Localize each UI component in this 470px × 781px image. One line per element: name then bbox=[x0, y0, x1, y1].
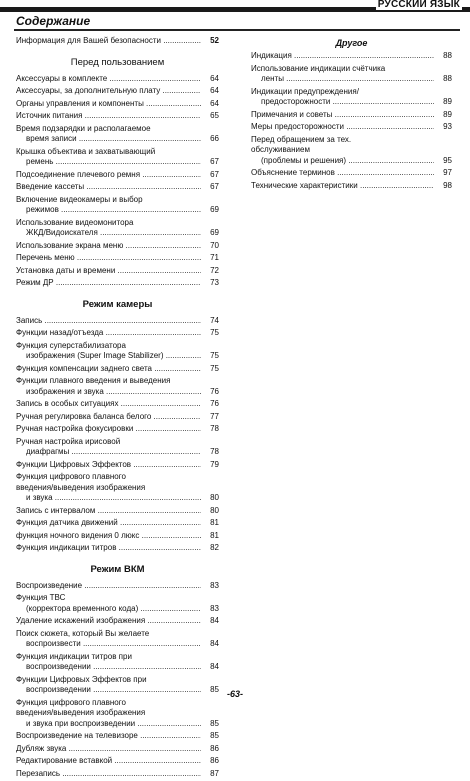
toc-entry-title: (проблемы и решения) ..... bbox=[261, 156, 434, 167]
toc-entry-line: Время подзарядки и располагаемое bbox=[16, 123, 151, 133]
toc-entry bbox=[16, 218, 219, 239]
toc-page-number: 64 bbox=[210, 73, 219, 83]
toc-entry bbox=[16, 437, 219, 458]
toc-entry-title: Подсоединение плечевого ремня ..... bbox=[16, 170, 201, 181]
toc-page-number: 84 bbox=[210, 616, 219, 625]
toc-entry bbox=[16, 531, 219, 542]
toc-page-number: 69 bbox=[210, 228, 219, 237]
toc-entry-row bbox=[16, 412, 219, 423]
toc-entry-title: режимов ..... bbox=[26, 205, 201, 216]
toc-entry-title: Аксессуары в комплекте ..... bbox=[16, 74, 201, 85]
toc-entry-title: время записи ..... bbox=[26, 134, 201, 145]
toc-entry-title: Введение кассеты ..... bbox=[16, 182, 201, 193]
toc-entry-line: Функции Цифровых Эффектов при bbox=[16, 674, 147, 684]
toc-entry bbox=[16, 111, 219, 122]
toc-entry-title: Аксессуары, за дополнительную плату ..... bbox=[16, 86, 201, 97]
toc-entry-line: введения/выведения изображения bbox=[16, 482, 146, 492]
toc-entry bbox=[251, 51, 452, 62]
toc-entry-row bbox=[16, 506, 219, 517]
toc-entry-title: Перечень меню ..... bbox=[16, 253, 201, 264]
toc-entry-title: предосторожности ..... bbox=[261, 97, 434, 108]
toc-entry-row bbox=[16, 157, 219, 168]
toc-entry-row bbox=[16, 399, 219, 410]
toc-entry bbox=[16, 241, 219, 252]
toc-entry-title: Дубляж звука ..... bbox=[16, 744, 201, 755]
toc-entry bbox=[16, 769, 219, 780]
toc-entry-row bbox=[16, 364, 219, 375]
toc-entry-row bbox=[16, 266, 219, 277]
toc-entry-row bbox=[16, 731, 219, 742]
toc-entry-row bbox=[16, 134, 219, 145]
toc-entry-row bbox=[16, 228, 219, 239]
toc-entry-title: ЖКД/Видоискателя ..... bbox=[26, 228, 201, 239]
toc-entry-title: Перезапись ..... bbox=[16, 769, 201, 780]
toc-entry-row bbox=[16, 111, 219, 122]
toc-entry bbox=[16, 518, 219, 529]
toc-entry-row bbox=[16, 581, 219, 592]
toc-entry bbox=[251, 135, 452, 167]
toc-entry-title: Функции Цифровых Эффектов ..... bbox=[16, 460, 201, 471]
toc-page-number: 67 bbox=[210, 182, 219, 191]
toc-page-number: 52 bbox=[210, 36, 219, 45]
toc-entry-title: Технические характеристики ..... bbox=[251, 181, 434, 192]
page-title: Содержание bbox=[16, 14, 91, 28]
toc-entry bbox=[16, 399, 219, 410]
toc-entry bbox=[251, 168, 452, 179]
toc-entry-title: воспроизвести ..... bbox=[26, 639, 201, 650]
toc-entry-row bbox=[16, 278, 219, 289]
toc-entry-row bbox=[16, 493, 219, 504]
section-heading: Перед пользованием bbox=[70, 56, 165, 68]
toc-entry-title: Меры предосторожности ..... bbox=[251, 122, 434, 133]
toc-entry-title: Индикация ..... bbox=[251, 51, 434, 62]
toc-entry-line: Функция индикации титров при bbox=[16, 651, 132, 661]
toc-entry bbox=[251, 181, 452, 192]
toc-left-column bbox=[16, 36, 219, 781]
toc-entry-title: Режим ДР ..... bbox=[16, 278, 201, 289]
section-heading: Другое bbox=[335, 38, 368, 48]
toc-entry-line: Включение видеокамеры и выбор bbox=[16, 194, 143, 204]
toc-entry-line: Поиск сюжета, который Вы желаете bbox=[16, 628, 150, 638]
toc-entry bbox=[16, 506, 219, 517]
toc-page-number: 81 bbox=[210, 518, 219, 527]
toc-entry bbox=[16, 99, 219, 110]
toc-page-number: 81 bbox=[210, 530, 219, 540]
toc-entry-row bbox=[16, 328, 219, 339]
toc-entry-title: Источник питания ..... bbox=[16, 111, 201, 122]
toc-entry-row bbox=[16, 351, 219, 362]
toc-entry-row bbox=[251, 168, 452, 179]
toc-entry-row bbox=[16, 99, 219, 110]
toc-page-number: 85 bbox=[210, 718, 219, 728]
toc-entry-title: Ручная настройка фокусировки ..... bbox=[16, 424, 201, 435]
toc-entry-line: Индикации предупреждения/ bbox=[251, 86, 359, 96]
toc-page-number: 78 bbox=[210, 447, 219, 456]
toc-entry bbox=[16, 328, 219, 339]
toc-entry bbox=[16, 376, 219, 397]
toc-entry-title: Запись ..... bbox=[16, 316, 201, 327]
toc-page-number: 88 bbox=[443, 74, 452, 83]
toc-entry bbox=[16, 543, 219, 554]
toc-entry bbox=[16, 195, 219, 216]
toc-entry-row bbox=[16, 662, 219, 673]
toc-page-number: 89 bbox=[443, 109, 452, 119]
toc-entry bbox=[16, 266, 219, 277]
toc-page-number: 73 bbox=[210, 278, 219, 287]
toc-entry bbox=[16, 182, 219, 193]
toc-entry-title: Функция компенсации заднего света ..... bbox=[16, 364, 201, 375]
toc-entry bbox=[251, 110, 452, 121]
toc-entry-line: введения/выведения изображения bbox=[16, 708, 146, 717]
toc-entry-row bbox=[16, 316, 219, 327]
toc-entry-title: Ручная регулировка баланса белого ..... bbox=[16, 412, 201, 423]
toc-entry-title: воспроизведении ..... bbox=[26, 662, 201, 673]
toc-entry-row bbox=[16, 769, 219, 780]
toc-entry-row bbox=[16, 74, 219, 85]
toc-right-column bbox=[251, 38, 452, 193]
toc-page-number: 83 bbox=[210, 603, 219, 613]
toc-page-number: 72 bbox=[210, 265, 219, 275]
toc-entry-row bbox=[251, 156, 452, 167]
toc-entry-title: Функция датчика движений ..... bbox=[16, 518, 201, 529]
toc-entry-line: Использование видеомонитора bbox=[16, 217, 134, 227]
toc-page-number: 75 bbox=[210, 351, 219, 360]
toc-entry-title: Воспроизведение на телевизоре ..... bbox=[16, 731, 201, 742]
toc-entry bbox=[16, 731, 219, 742]
toc-page-number: 76 bbox=[210, 386, 219, 396]
toc-entry-title: ремень ..... bbox=[26, 157, 201, 168]
toc-page-number: 82 bbox=[210, 543, 219, 552]
toc-entry-title: Воспроизведение ..... bbox=[16, 581, 201, 592]
toc-page-number: 64 bbox=[210, 98, 219, 108]
toc-entry-row bbox=[16, 543, 219, 554]
toc-entry bbox=[16, 472, 219, 504]
toc-page-number: 84 bbox=[210, 639, 219, 648]
toc-entry-row bbox=[16, 756, 219, 767]
toc-entry bbox=[16, 341, 219, 362]
toc-entry bbox=[16, 581, 219, 592]
toc-page-number: 70 bbox=[210, 240, 219, 250]
toc-entry-line: обслуживанием bbox=[251, 145, 310, 154]
toc-entry-title: диафрагмы ..... bbox=[26, 447, 201, 458]
toc-page-number: 67 bbox=[210, 169, 219, 179]
toc-entry bbox=[16, 364, 219, 375]
toc-entry bbox=[251, 122, 452, 133]
toc-entry-row bbox=[16, 744, 219, 755]
toc-entry-row bbox=[16, 604, 219, 615]
toc-page-number: 88 bbox=[443, 51, 452, 60]
toc-entry-row bbox=[16, 639, 219, 650]
toc-entry-title: Функции назад/отъезда ..... bbox=[16, 328, 201, 339]
toc-entry-title: Удаление искажений изображения ..... bbox=[16, 616, 201, 627]
toc-entry bbox=[251, 87, 452, 108]
page-number: -63- bbox=[226, 689, 243, 699]
toc-page-number: 71 bbox=[210, 253, 219, 262]
toc-entry-title: Органы управления и компоненты ..... bbox=[16, 99, 201, 110]
toc-entry-title: ленты ..... bbox=[261, 74, 434, 85]
toc-page-number: 67 bbox=[210, 157, 219, 166]
toc-entry-row bbox=[16, 424, 219, 435]
toc-page-number: 98 bbox=[443, 180, 452, 190]
toc-entry-title: изображения и звука ..... bbox=[26, 387, 201, 398]
toc-entry-row bbox=[16, 387, 219, 398]
toc-entry-row bbox=[16, 531, 219, 542]
toc-page-number: 93 bbox=[443, 122, 452, 131]
toc-page-number: 65 bbox=[210, 111, 219, 120]
toc-entry-line: Функции плавного введения и выведения bbox=[16, 376, 171, 385]
section-heading: Режим ВКМ bbox=[90, 563, 145, 575]
toc-entry-title: функция ночного видения 0 люкс ..... bbox=[16, 531, 201, 542]
toc-entry bbox=[16, 278, 219, 289]
toc-entry-row bbox=[251, 122, 452, 133]
toc-entry bbox=[16, 124, 219, 145]
toc-entry-line: Функция суперстабилизатора bbox=[16, 340, 126, 350]
toc-entry-row bbox=[251, 181, 452, 192]
toc-entry bbox=[16, 86, 219, 97]
toc-page-number: 87 bbox=[210, 768, 219, 778]
toc-page-number: 80 bbox=[210, 505, 219, 515]
toc-entry-row bbox=[16, 447, 219, 458]
toc-entry-title: Запись в особых ситуациях ..... bbox=[16, 399, 201, 410]
toc-entry-title: Информация для Вашей безопасности ..... bbox=[16, 36, 201, 47]
toc-page-number: 85 bbox=[210, 685, 219, 694]
toc-entry bbox=[16, 629, 219, 650]
toc-entry bbox=[16, 424, 219, 435]
toc-page-number: 97 bbox=[443, 168, 452, 177]
toc-entry-row bbox=[16, 719, 219, 730]
title-underline bbox=[14, 29, 460, 31]
toc-page-number: 78 bbox=[210, 424, 219, 433]
toc-entry bbox=[16, 593, 219, 614]
toc-entry bbox=[16, 460, 219, 471]
toc-entry-title: изображения (Super Image Stabilizer) ..... bbox=[26, 351, 201, 362]
toc-entry-row bbox=[16, 205, 219, 216]
toc-page-number: 66 bbox=[210, 134, 219, 143]
toc-entry-title: Использование экрана меню ..... bbox=[16, 241, 201, 252]
toc-page-number: 75 bbox=[210, 328, 219, 337]
toc-entry bbox=[16, 652, 219, 673]
toc-entry-title: Запись с интервалом ..... bbox=[16, 506, 201, 517]
toc-page-number: 86 bbox=[210, 743, 219, 753]
toc-page-number: 89 bbox=[443, 97, 452, 106]
toc-entry-line: Функция цифрового плавного bbox=[16, 697, 126, 707]
toc-entry-title: и звука при воспроизведении ..... bbox=[26, 719, 201, 730]
toc-page-number: 95 bbox=[443, 155, 452, 165]
toc-entry-title: воспроизведении ..... bbox=[26, 685, 201, 696]
toc-entry-line: Ручная настройка ирисовой bbox=[16, 436, 121, 446]
toc-entry-line: Перед обращением за тех. bbox=[251, 134, 352, 144]
toc-entry-line: Крышка объектива и захватывающий bbox=[16, 146, 156, 156]
toc-entry-title: Функция индикации титров ..... bbox=[16, 543, 201, 554]
toc-entry-row bbox=[16, 616, 219, 627]
toc-entry-row bbox=[16, 253, 219, 264]
toc-page-number: 74 bbox=[210, 315, 219, 325]
toc-entry-row bbox=[16, 518, 219, 529]
toc-entry-title: и звука ..... bbox=[26, 493, 201, 504]
toc-entry-row bbox=[251, 74, 452, 85]
toc-entry-title: Установка даты и времени ..... bbox=[16, 266, 201, 277]
toc-page-number: 79 bbox=[210, 459, 219, 469]
toc-entry-row bbox=[16, 460, 219, 471]
toc-page-number: 75 bbox=[210, 363, 219, 373]
toc-page-number: 86 bbox=[210, 756, 219, 765]
toc-entry-line: Функция ТВС bbox=[16, 593, 66, 602]
toc-entry bbox=[16, 74, 219, 85]
toc-page-number: 85 bbox=[210, 731, 219, 740]
toc-entry bbox=[16, 616, 219, 627]
toc-entry bbox=[16, 698, 219, 730]
toc-page-number: 84 bbox=[210, 662, 219, 671]
toc-entry bbox=[16, 170, 219, 181]
toc-entry-row bbox=[251, 97, 452, 108]
toc-entry-title: Объяснение терминов ..... bbox=[251, 168, 434, 179]
toc-page-number: 64 bbox=[210, 86, 219, 95]
toc-entry bbox=[16, 756, 219, 767]
toc-entry-row bbox=[251, 110, 452, 121]
toc-entry-line: Функция цифрового плавного bbox=[16, 472, 126, 481]
toc-entry-row bbox=[16, 86, 219, 97]
toc-entry bbox=[16, 412, 219, 423]
toc-entry bbox=[16, 36, 219, 47]
toc-entry-title: Примечания и советы ..... bbox=[251, 110, 434, 121]
toc-entry bbox=[16, 316, 219, 327]
toc-page-number: 77 bbox=[210, 411, 219, 421]
section-heading: Режим камеры bbox=[82, 298, 153, 310]
toc-page-number: 69 bbox=[210, 205, 219, 214]
toc-entry bbox=[16, 147, 219, 168]
toc-page-number: 76 bbox=[210, 399, 219, 408]
toc-entry-title: (корректора временного кода) ..... bbox=[26, 604, 201, 615]
toc-entry-title: Редактирование вставкой ..... bbox=[16, 756, 201, 767]
toc-entry-row bbox=[16, 241, 219, 252]
toc-entry-row bbox=[251, 51, 452, 62]
toc-entry-row bbox=[16, 182, 219, 193]
toc-entry-line: Использование индикации счётчика bbox=[251, 63, 386, 73]
toc-entry-row bbox=[16, 36, 219, 47]
toc-entry bbox=[16, 744, 219, 755]
toc-entry bbox=[251, 64, 452, 85]
toc-page-number: 80 bbox=[210, 493, 219, 502]
toc-page-number: 83 bbox=[210, 580, 219, 590]
toc-entry bbox=[16, 253, 219, 264]
language-label: РУССКИЙ ЯЗЫК bbox=[377, 0, 460, 10]
toc-entry-row bbox=[16, 170, 219, 181]
